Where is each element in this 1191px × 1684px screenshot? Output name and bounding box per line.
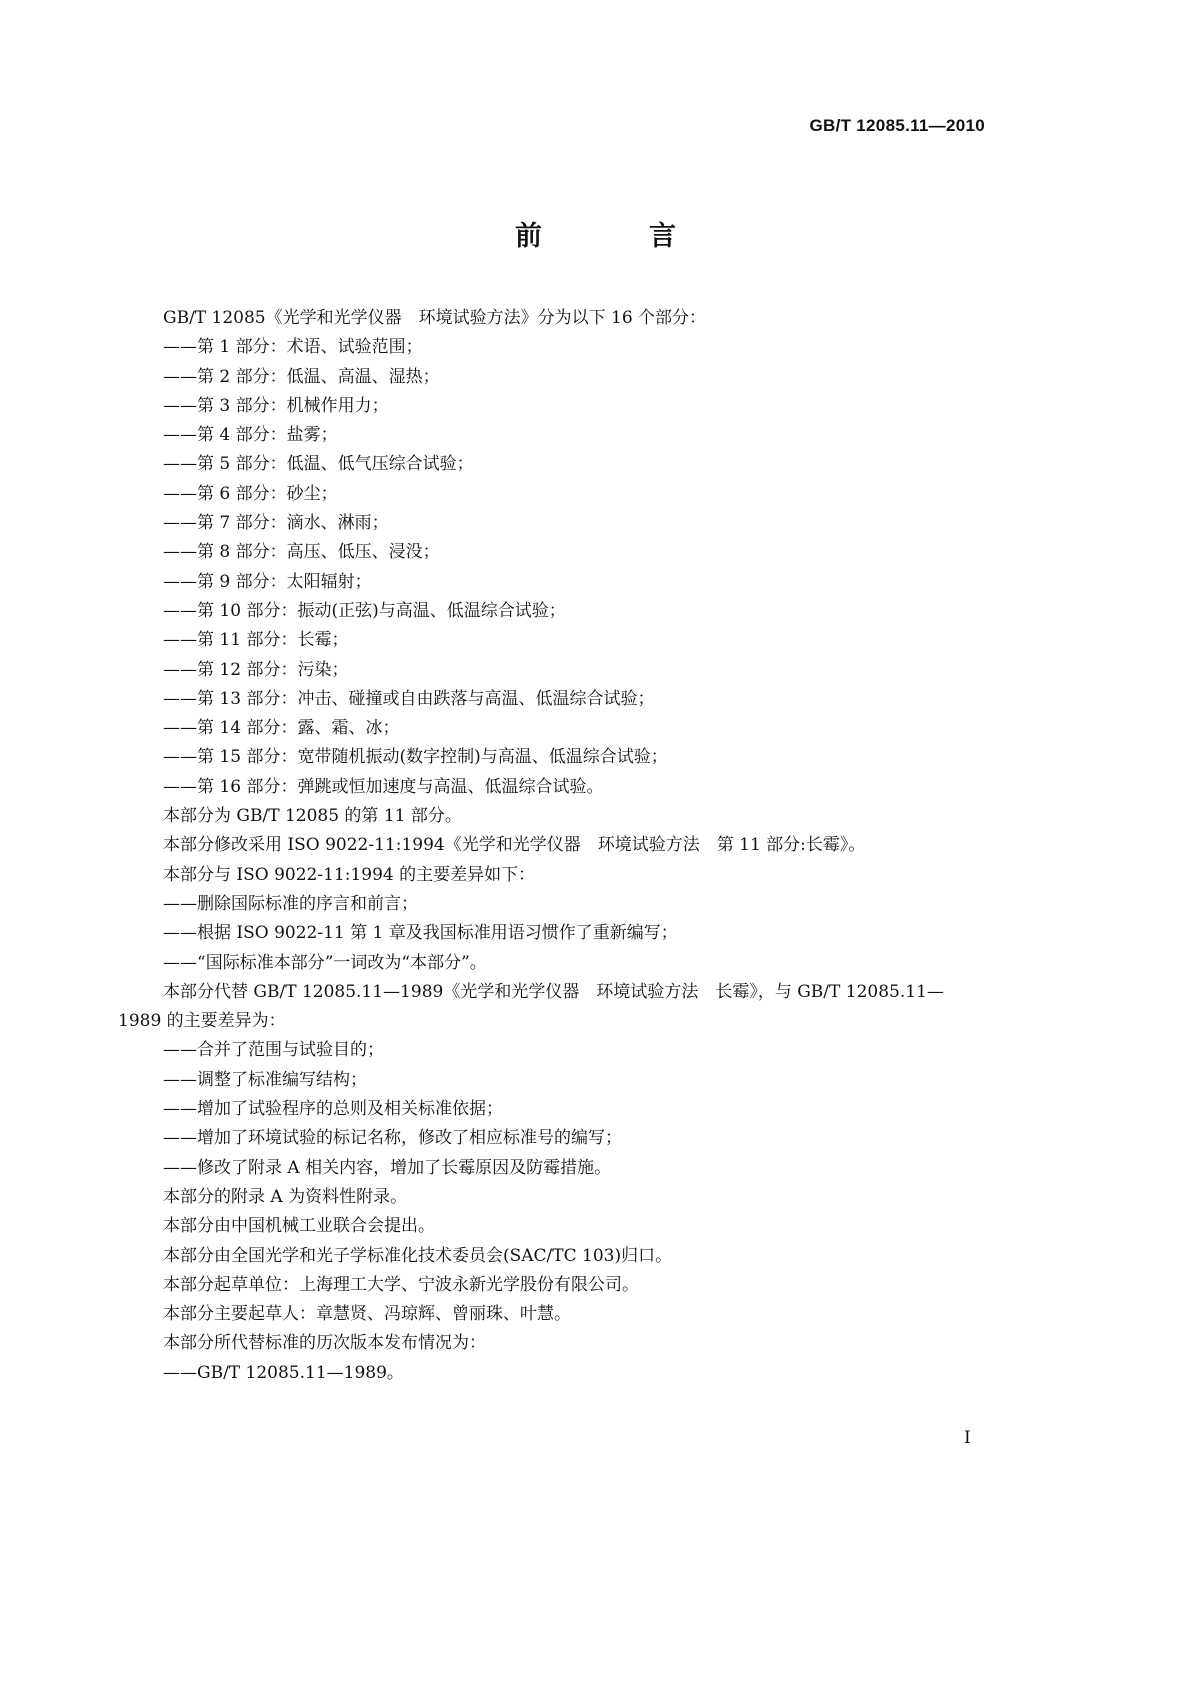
text-line: 本部分起草单位：上海理工大学、宁波永新光学股份有限公司。 xyxy=(163,1274,639,1295)
text-line: ——增加了环境试验的标记名称，修改了相应标准号的编写； xyxy=(163,1128,622,1149)
text-line: ——第 14 部分：露、霜、冰； xyxy=(163,718,400,739)
text-line: ——调整了标准编写结构； xyxy=(163,1069,367,1090)
page-title: 前 言 xyxy=(515,221,716,252)
document-body xyxy=(118,304,988,1388)
text-line: 本部分修改采用 ISO 9022-11:1994《光学和光学仪器 环境试验方法 第 11 部分:长霉》。 xyxy=(163,835,866,856)
text-line: 本部分由全国光学和光子学标准化技术委员会(SAC/TC 103)归口。 xyxy=(163,1245,673,1266)
text-line: ——第 5 部分：低温、低气压综合试验； xyxy=(163,454,474,475)
text-line: ——GB/T 12085.11—1989。 xyxy=(163,1362,404,1383)
text-line: 本部分的附录 A 为资料性附录。 xyxy=(163,1186,408,1207)
text-line: ——第 6 部分：砂尘； xyxy=(163,483,338,504)
text-line: ——第 2 部分：低温、高温、湿热； xyxy=(163,366,440,387)
text-line: ——增加了试验程序的总则及相关标准依据； xyxy=(163,1099,503,1120)
text-line: 本部分主要起草人：章慧贤、冯琼辉、曾丽珠、叶慧。 xyxy=(163,1304,571,1325)
text-line: ——删除国际标准的序言和前言； xyxy=(163,893,418,914)
text-line: ——第 11 部分：长霉； xyxy=(163,630,349,651)
text-line: 本部分代替 GB/T 12085.11—1989《光学和光学仪器 环境试验方法 长霉》，与 GB/T 12085.11— xyxy=(163,981,944,1002)
text-line: ——修改了附录 A 相关内容，增加了长霉原因及防霉措施。 xyxy=(163,1157,612,1178)
page-number: I xyxy=(964,1428,971,1448)
text-line: ——第 10 部分：振动(正弦)与高温、低温综合试验； xyxy=(163,600,566,621)
text-line: ——合并了范围与试验目的； xyxy=(163,1040,384,1061)
text-line: GB/T 12085《光学和光学仪器 环境试验方法》分为以下 16 个部分： xyxy=(163,308,707,328)
text-line: ——第 16 部分：弹跳或恒加速度与高温、低温综合试验。 xyxy=(163,776,604,797)
text-line: 本部分由中国机械工业联合会提出。 xyxy=(163,1216,435,1237)
text-line: ——根据 ISO 9022-11 第 1 章及我国标准用语习惯作了重新编写； xyxy=(163,923,678,944)
text-line: ——第 13 部分：冲击、碰撞或自由跌落与高温、低温综合试验； xyxy=(163,688,655,709)
standard-number: GB/T 12085.11—2010 xyxy=(809,116,985,135)
text-line: ——第 12 部分：污染； xyxy=(163,659,349,680)
text-line: ——第 4 部分：盐雾； xyxy=(163,425,338,446)
text-line: 1989 的主要差异为： xyxy=(118,1011,286,1032)
text-line: 本部分为 GB/T 12085 的第 11 部分。 xyxy=(163,806,462,827)
text-line: ——第 8 部分：高压、低压、浸没； xyxy=(163,542,440,563)
text-line: ——第 7 部分：滴水、淋雨； xyxy=(163,513,389,534)
text-line: 本部分所代替标准的历次版本发布情况为： xyxy=(163,1333,486,1354)
text-line: ——第 15 部分：宽带随机振动(数字控制)与高温、低温综合试验； xyxy=(163,747,668,768)
text-line: ——“国际标准本部分”一词改为“本部分”。 xyxy=(163,952,487,973)
text-line: 本部分与 ISO 9022-11:1994 的主要差异如下： xyxy=(163,864,536,885)
text-line: ——第 1 部分：术语、试验范围； xyxy=(163,337,423,358)
text-line: ——第 9 部分：太阳辐射； xyxy=(163,571,372,592)
text-line: ——第 3 部分：机械作用力； xyxy=(163,395,389,416)
